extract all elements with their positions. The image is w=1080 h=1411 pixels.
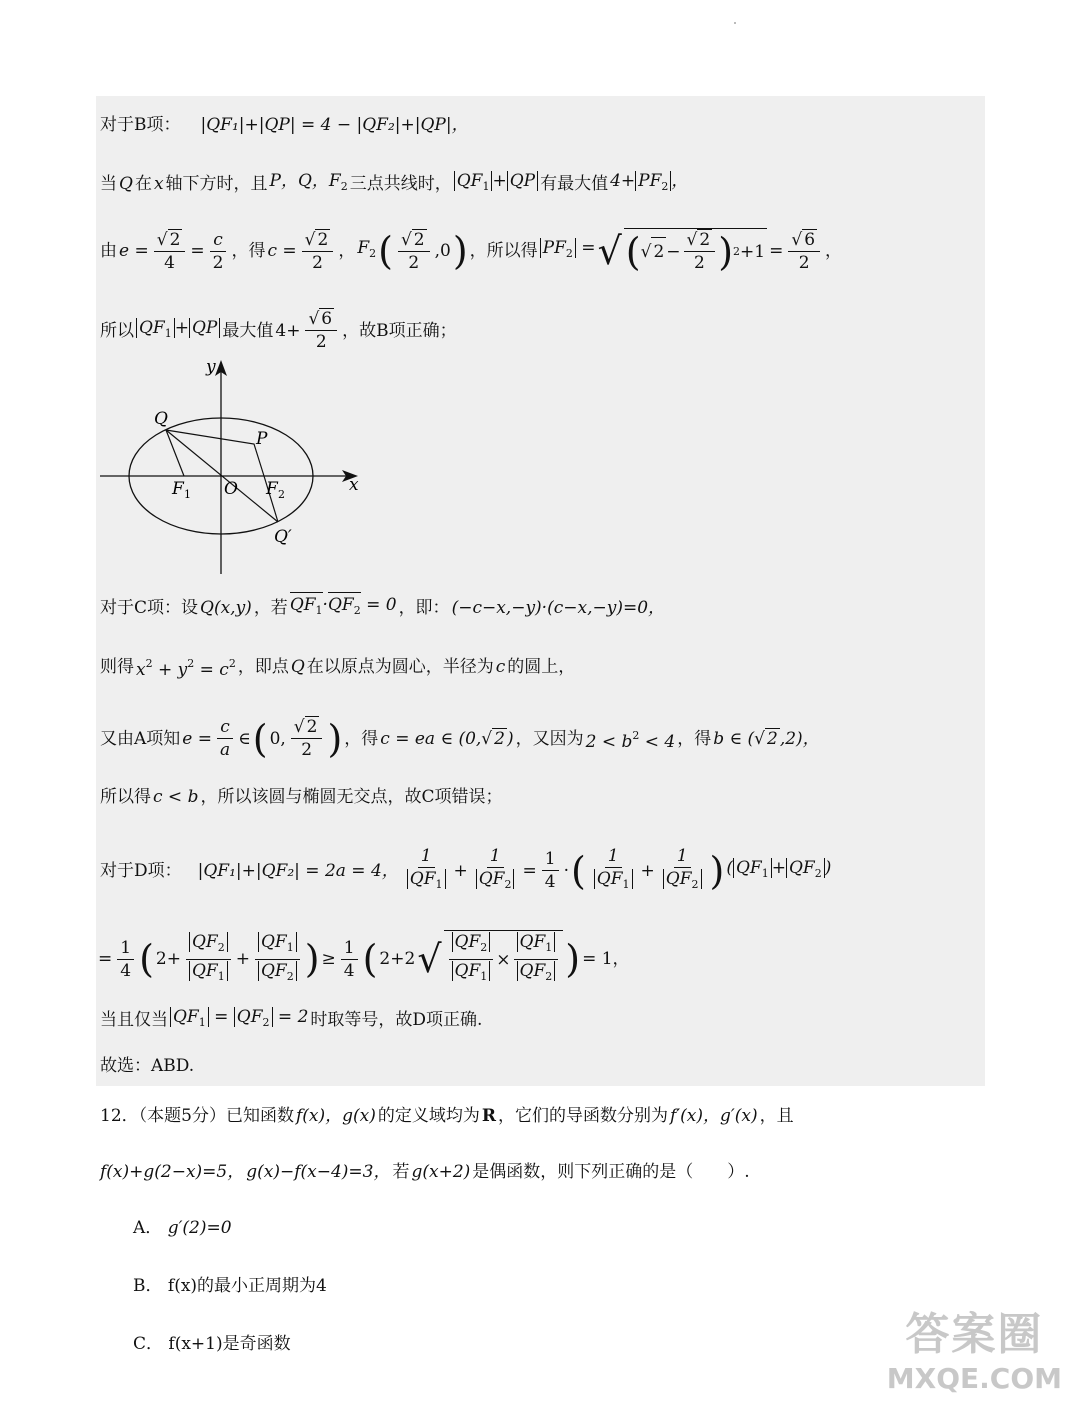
t: ，它们的导函数分别为 <box>497 1106 668 1126</box>
var-x: x <box>153 174 164 194</box>
c-range: c = ea ∈ (0,√ 2 ) <box>380 728 514 749</box>
frac: $\frac{c}{2}$ <box>210 229 227 274</box>
option-b[interactable] <box>133 1272 327 1300</box>
paren: ) <box>709 848 725 893</box>
paren: ( <box>362 937 378 981</box>
watermark-bottom: MXQE.COM <box>886 1362 1062 1395</box>
answer-line <box>100 1052 194 1080</box>
line-equality <box>100 1003 482 1037</box>
t: 时取等号，故D项正确. <box>310 1010 483 1030</box>
frac: $\frac{√ 2}{2}$ <box>684 229 716 274</box>
t: ，若 <box>253 598 288 618</box>
e-eq: e = <box>182 728 212 749</box>
t: 三点共线时， <box>349 174 452 194</box>
var-e: e = <box>119 241 149 261</box>
label-f2: F <box>266 479 278 499</box>
paren: ) <box>304 937 320 981</box>
frac: $\frac{√ 2}{2}$ <box>302 229 334 274</box>
line-collinear <box>100 167 688 201</box>
paren: ( <box>625 229 641 274</box>
plus: + <box>640 860 655 881</box>
eq: = <box>98 949 113 969</box>
t: ，得 <box>677 728 712 749</box>
option-a[interactable] <box>133 1214 232 1242</box>
watermark-logo <box>887 1298 1062 1395</box>
sqrt-body: $\frac{QF_2}{QF_1}$ × $\frac{QF_1}{QF_2}$ <box>444 930 564 988</box>
option-text: f(x+1)是奇函数 <box>168 1334 291 1354</box>
line-range <box>100 716 820 761</box>
t: ，即： <box>398 598 450 618</box>
dot-product: $QF_1\cdot QF_2 = 0$ <box>289 595 397 617</box>
line-inequality <box>98 930 630 988</box>
t: 在 <box>134 174 152 194</box>
t: 轴下方时，且 <box>165 174 268 194</box>
t: ，所以得 <box>469 241 538 261</box>
t: ，即点 <box>237 657 289 677</box>
plus: + <box>453 860 468 881</box>
circle-eq: $x^2 + y^2 = c^2$ <box>136 657 236 680</box>
paren: ) <box>718 229 734 274</box>
frac: $\frac{QF_2}{QF_1}$ <box>449 931 494 988</box>
t: 12．（本题5分）已知函数 <box>100 1106 294 1126</box>
paren: ) <box>565 937 581 981</box>
q12-line2 <box>100 1158 750 1186</box>
b-label: 对于B项： <box>100 115 181 135</box>
t: 对于D项： <box>100 860 182 881</box>
t: 是偶函数，则下列正确的是（ ）. <box>472 1162 750 1182</box>
option-letter: B． <box>133 1276 163 1296</box>
option-letter: A． <box>133 1218 163 1238</box>
t: 在以原点为圆心，半径为 <box>306 657 494 677</box>
var-q: Q <box>119 174 133 194</box>
line-eccentricity <box>100 228 842 274</box>
two: 2+ <box>155 949 181 969</box>
in: ∈ <box>238 728 251 749</box>
q-xy: Q(x,y) <box>200 598 252 618</box>
frac: $\frac{QF_1}{QF_2}$ <box>514 931 559 988</box>
t: ，又因为 <box>515 728 584 749</box>
t: ，故B项正确； <box>342 320 457 341</box>
real-set: R <box>481 1106 496 1126</box>
pts: P，Q，$F_2$ <box>269 171 348 193</box>
ellipse-figure <box>96 352 376 582</box>
frac: $\frac{QF_2}{QF_1}$ <box>186 931 231 988</box>
t: ，所以该圆与椭圆无交点，故C项错误； <box>200 787 503 807</box>
option-c[interactable] <box>133 1330 291 1358</box>
frac: $\frac{√ 6}{2}$ <box>305 308 337 353</box>
frac: $\frac{1}{4}$ <box>542 848 559 893</box>
paren: ) <box>327 716 343 761</box>
eq-cond: $QF_1 = QF_2 = 2$ <box>170 1003 308 1037</box>
derivs: f′(x)，g′(x) <box>669 1106 758 1126</box>
frac: $\frac{1}{4}$ <box>341 937 358 982</box>
sqrt-sign: √ <box>417 937 442 981</box>
frac: $\frac{√ 2}{2}$ <box>291 716 323 761</box>
two: 2+2 <box>379 949 416 969</box>
b-expr: |QF₁|+|QP| = 4 − |QF₂|+|QP|， <box>200 115 469 135</box>
label-q: Q <box>154 409 168 429</box>
sqrt-body: ( √ 2 − $\frac{√ 2}{2}$ ) 2 +1 <box>625 229 766 274</box>
sum: ( $QF_1 + QF_2$ ) <box>726 857 832 880</box>
paren: ( <box>378 229 393 273</box>
option-text: g′(2)=0 <box>167 1218 232 1238</box>
line-d-option <box>100 845 831 896</box>
t: 最大值 <box>222 320 274 341</box>
label-y: y <box>206 357 216 377</box>
var-c: c <box>495 657 506 677</box>
plus: + <box>235 949 250 969</box>
watermark-top: 答案圈 <box>905 1309 1044 1360</box>
c-lt-b: c < b <box>153 787 199 807</box>
label-o: O <box>224 479 238 499</box>
t: 所以 <box>100 320 134 341</box>
t: 当且仅当 <box>100 1010 168 1030</box>
eq: = <box>190 241 205 261</box>
max-val: $4+ PF_2$ ， <box>610 171 689 193</box>
t: 由 <box>100 241 117 261</box>
frac: $\frac{1}{4}$ <box>117 937 134 982</box>
eq-one: = 1， <box>582 949 630 969</box>
label-f2-sub: 2 <box>278 488 285 501</box>
sum: $QF_1$ + QP <box>454 167 538 201</box>
t: 0, <box>269 728 286 749</box>
frac: $\frac{c}{a}$ <box>217 716 233 761</box>
label-x: x <box>349 475 359 495</box>
label-qprime: Q′ <box>274 527 292 547</box>
label-f1-sub: 1 <box>184 488 191 501</box>
d-expr: |QF₁|+|QF₂| = 2a = 4， <box>197 860 399 881</box>
t: 的定义域均为 <box>377 1106 480 1126</box>
expr2: g(x)−f(x−4)=3， <box>246 1162 391 1182</box>
frac: $\frac{√ 2}{4}$ <box>154 229 186 274</box>
t: 对于C项：设 <box>100 598 199 618</box>
label-f1: F <box>172 479 184 499</box>
answer: 故选：ABD. <box>100 1056 195 1076</box>
t: 若 <box>392 1162 410 1182</box>
line-c-option <box>100 591 665 625</box>
b-ineq: $2 < b^2 < 4$ <box>585 728 676 752</box>
f2: $F_2$ <box>357 238 377 260</box>
eq: = <box>769 241 784 261</box>
t: 所以得 <box>100 787 151 807</box>
t: ，得 <box>231 241 266 261</box>
t: 又由A项知 <box>100 728 181 749</box>
frac: $\frac{1}{QF_1}$ <box>404 845 449 896</box>
t: ，得 <box>344 728 379 749</box>
frac: $\frac{1}{QF_2}$ <box>473 845 518 896</box>
expr1: f(x)+g(2−x)=5， <box>100 1162 245 1182</box>
pf2: $PF_2$ = <box>540 234 596 268</box>
line-circle <box>100 650 575 684</box>
line-c-conclusion <box>100 783 502 811</box>
option-text: f(x)的最小正周期为4 <box>167 1276 327 1296</box>
sum: $QF_1$ + QP <box>136 314 220 348</box>
t: 则得 <box>100 657 134 677</box>
paren: ( <box>570 848 586 893</box>
c-eq: c = <box>267 241 297 261</box>
t: ,0 <box>434 241 451 261</box>
option-letter: C． <box>133 1334 164 1354</box>
geq: ≥ <box>321 949 336 969</box>
q12-line1 <box>100 1102 794 1130</box>
four: 4+ <box>275 320 301 341</box>
line-b-conclusion <box>100 308 457 353</box>
line-b-option <box>100 111 469 139</box>
label-p: P <box>256 429 268 449</box>
paren: ) <box>452 229 468 273</box>
frac: $\frac{√ 2}{2}$ <box>398 229 430 274</box>
frac: $\frac{QF_1}{QF_2}$ <box>255 931 300 988</box>
fx: f(x)，g(x) <box>295 1106 376 1126</box>
cdot: · <box>563 860 569 881</box>
paren: ( <box>252 716 268 761</box>
b-range: b ∈ (√ 2 ,2)， <box>713 728 820 749</box>
frac: $\frac{1}{QF_1}$ <box>591 845 636 896</box>
t: ， <box>825 241 843 261</box>
eq: = <box>522 860 537 881</box>
t: 有最大值 <box>540 174 609 194</box>
sqrt-sign: √ <box>597 229 622 273</box>
var-q: Q <box>290 657 305 677</box>
t: ，且 <box>759 1106 794 1126</box>
speck <box>734 22 736 24</box>
paren: ( <box>139 937 154 981</box>
t: ， <box>338 241 356 261</box>
t: 的圆上， <box>507 657 576 677</box>
c-expr: (−c−x,−y)·(c−x,−y)=0， <box>451 598 666 618</box>
t: 当 <box>100 174 117 194</box>
frac: $\frac{1}{QF_2}$ <box>660 845 705 896</box>
gx2: g(x+2) <box>411 1162 471 1182</box>
frac: $\frac{√ 6}{2}$ <box>788 229 820 274</box>
